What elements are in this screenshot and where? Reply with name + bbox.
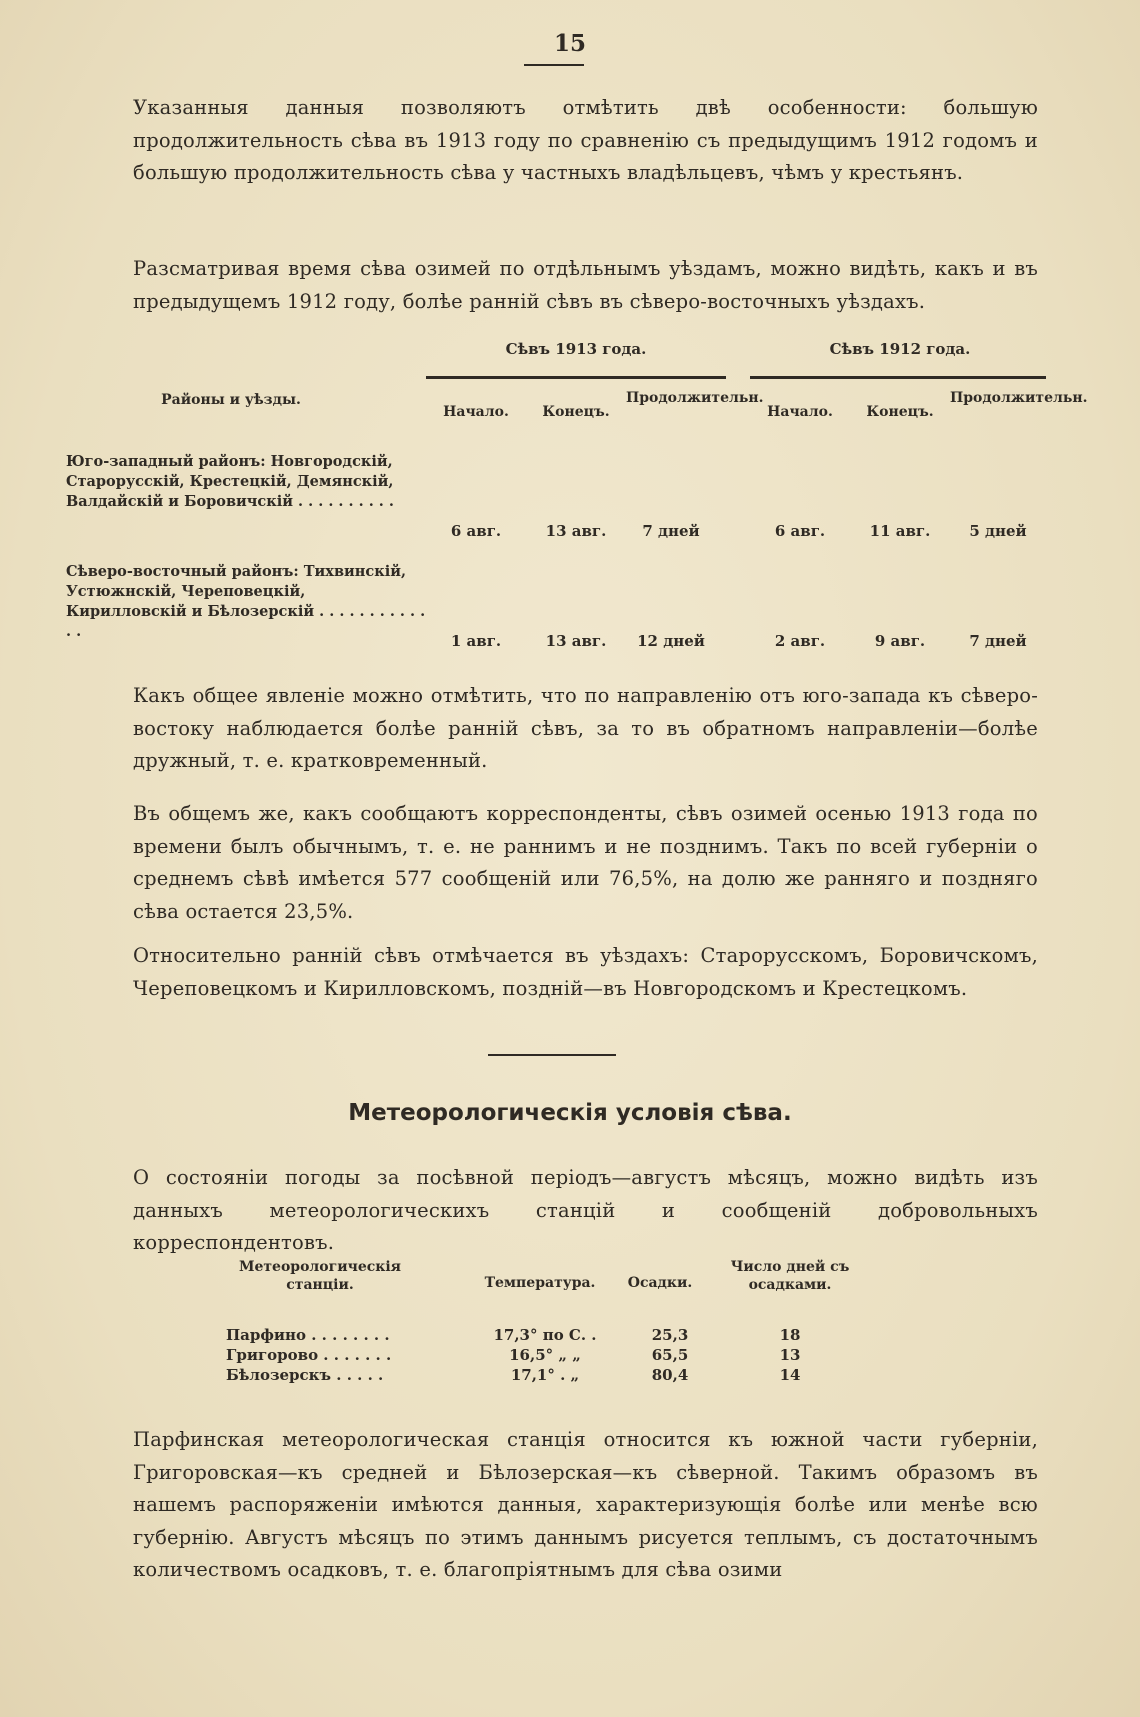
station-name: Бѣлозерскъ . . . . .	[226, 1366, 384, 1384]
cell-duration-1913: 7 дней	[642, 522, 700, 540]
row-southwest-region: Юго-западный районъ: Новгородскій, Старорусскій, Крестецкій, Демянскій, Валдайскій и Боровичскій . . . . . . . . . .	[66, 453, 394, 510]
header-rule-1912	[750, 376, 1046, 379]
paragraph-4: Въ общемъ же, какъ сообщаютъ корреспонденты, сѣвъ озимей осенью 1913 года по времени былъ обычнымъ, т. е. не раннимъ и не позднимъ. Такъ по всей губерніи о среднемъ сѣвѣ имѣется 577 сообщеній или 76,5%, на долю же ранняго и поздняго сѣва остается 23,5%.	[133, 802, 1038, 923]
cell-end-1912: 9 авг.	[874, 632, 926, 650]
cell-start-1913: 6 авг.	[450, 522, 502, 540]
station-precipitation: 80,4	[651, 1366, 689, 1384]
header-group-1913: Сѣвъ 1913 года.	[505, 340, 647, 358]
station-rain-days: 13	[779, 1346, 801, 1364]
paragraph-6: О состояніи погоды за посѣвной періодъ—августъ мѣсяцъ, можно видѣть изъ данныхъ метеорологическихъ станцій и сообщеній добровольныхъ корреспондентовъ.	[133, 1166, 1038, 1254]
cell-end-1913: 13 авг.	[545, 522, 607, 540]
paragraph-3: Какъ общее явленіе можно отмѣтить, что по направленію отъ юго-запада къ сѣверо-востоку наблюдается болѣе ранній сѣвъ, за то въ обратномъ направленіи—болѣе дружный, т. е. кратковременный.	[133, 684, 1038, 772]
cell-duration-1912: 7 дней	[969, 632, 1027, 650]
header-rule-1913	[426, 376, 726, 379]
cell-duration-1912: 5 дней	[969, 522, 1027, 540]
cell-end-1912: 11 авг.	[869, 522, 931, 540]
station-temperature: 16,5° „ „	[509, 1346, 581, 1364]
header-precipitation: Осадки.	[627, 1275, 693, 1291]
header-station: Метеорологическія станціи.	[238, 1259, 402, 1293]
paragraph-1: Указанныя данныя позволяютъ отмѣтить двѣ особенности: большую продолжительность сѣва въ 1913 году по сравненію съ предыдущимъ 1912 годомъ и большую продолжительность сѣва у частныхъ владѣльцевъ, чѣмъ у крестьянъ.	[133, 96, 1038, 184]
sowing-table	[66, 340, 1088, 670]
weather-table	[220, 1258, 920, 1398]
station-precipitation: 25,3	[651, 1326, 689, 1344]
station-precipitation: 65,5	[651, 1346, 689, 1364]
cell-duration-1913: 12 дней	[637, 632, 705, 650]
paragraph-5: Относительно ранній сѣвъ отмѣчается въ уѣздахъ: Старорусскомъ, Боровичскомъ, Череповецкомъ и Кирилловскомъ, поздній—въ Новгородскомъ и Крестецкомъ.	[133, 944, 1038, 1000]
paragraph-7: Парфинская метеорологическая станція относится къ южной части губерніи, Григоровская—къ средней и Бѣлозерская—къ сѣверной. Такимъ образомъ въ нашемъ распоряженіи имѣются данныя, характеризующія болѣе или менѣе всю губернію. Августъ мѣсяцъ по этимъ даннымъ рисуется теплымъ, съ достаточнымъ количествомъ осадковъ, т. е. благопріятнымъ для сѣва озими	[133, 1428, 1038, 1581]
header-end-1912: Конецъ.	[866, 404, 934, 420]
cell-start-1912: 2 авг.	[774, 632, 826, 650]
page-number: 15	[553, 30, 586, 57]
header-duration-1913: Продолжительн.	[626, 390, 764, 406]
header-rain-days: Число дней съ осадками.	[730, 1259, 850, 1293]
paragraph-2: Разсматривая время сѣва озимей по отдѣльнымъ уѣздамъ, можно видѣть, какъ и въ предыдущемъ 1912 году, болѣе ранній сѣвъ въ сѣверо-восточныхъ уѣздахъ.	[133, 257, 1038, 313]
header-districts: Районы и уѣзды.	[161, 392, 301, 408]
row-northeast-region: Сѣверо-восточный районъ: Тихвинскій, Устюжнскій, Череповецкій, Кирилловскій и Бѣлозерскій . . . . . . . . . . . . .	[66, 563, 426, 640]
header-duration-1912: Продолжительн.	[950, 390, 1088, 406]
header-start-1912: Начало.	[767, 404, 833, 420]
cell-end-1913: 13 авг.	[545, 632, 607, 650]
station-rain-days: 18	[779, 1326, 801, 1344]
station-name: Григорово . . . . . . .	[226, 1346, 392, 1364]
header-group-1912: Сѣвъ 1912 года.	[829, 340, 971, 358]
station-rain-days: 14	[779, 1366, 801, 1384]
station-temperature: 17,1° . „	[510, 1366, 580, 1384]
section-divider	[488, 1054, 616, 1056]
header-start-1913: Начало.	[443, 404, 509, 420]
page-number-rule	[524, 64, 584, 66]
header-temperature: Температура.	[484, 1275, 596, 1291]
header-end-1913: Конецъ.	[542, 404, 610, 420]
station-name: Парфино . . . . . . . .	[226, 1326, 390, 1344]
cell-start-1912: 6 авг.	[774, 522, 826, 540]
station-temperature: 17,3° по С. .	[493, 1326, 597, 1344]
cell-start-1913: 1 авг.	[450, 632, 502, 650]
section-title: Метеорологическія условія сѣва.	[348, 1100, 792, 1126]
